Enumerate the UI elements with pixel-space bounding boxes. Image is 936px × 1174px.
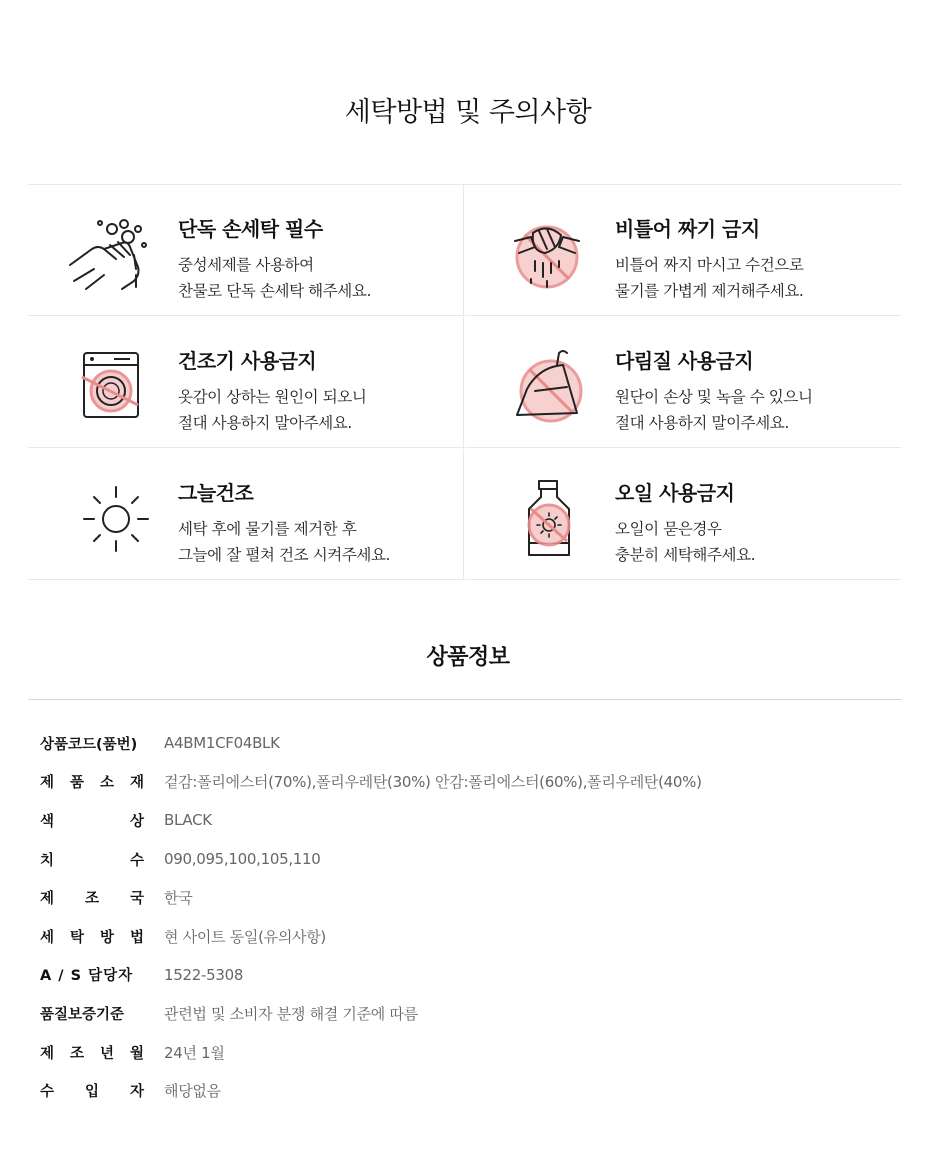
info-label: A / S 담당자: [40, 968, 134, 985]
care-title: 세탁방법 및 주의사항: [344, 97, 592, 128]
care-item-no-wring: [465, 185, 901, 316]
info-divider: [28, 699, 902, 700]
info-value: 한국: [164, 889, 193, 908]
info-row: [40, 994, 900, 1033]
hand-wash-icon: [64, 215, 156, 295]
info-row: [40, 801, 900, 840]
info-label-char: 년: [99, 1045, 114, 1062]
info-value: 090,095,100,105,110: [164, 850, 321, 869]
info-row: [40, 956, 900, 995]
info-label-char: 조: [69, 1045, 84, 1062]
info-row: [40, 1033, 900, 1072]
info-value: 현 사이트 동일(유의사항): [164, 927, 326, 946]
care-item-title: 그늘건조: [178, 481, 254, 505]
info-label-char: 세: [40, 929, 55, 946]
info-label-char: 품: [69, 775, 84, 792]
info-label-char: 제: [40, 775, 55, 792]
info-value: 해당없음: [164, 1082, 221, 1101]
shade-dry-icon: [64, 479, 156, 559]
info-label-char: 입: [84, 1084, 99, 1101]
care-item-line2: 절대 사용하지 말아주세요.: [178, 414, 352, 432]
info-label: 상품코드(품번): [40, 736, 138, 753]
care-item-title: 비틀어 짜기 금지: [615, 217, 760, 241]
info-value: 겉감:폴리에스터(70%),폴리우레탄(30%) 안감:폴리에스터(60%),폴리우레탄(40%): [164, 773, 702, 792]
care-grid: [28, 184, 902, 581]
no-oil-icon: [501, 479, 593, 559]
info-label-char: 소: [99, 775, 114, 792]
info-label: [40, 849, 144, 870]
care-item-no-oil: [465, 449, 901, 580]
info-label-char: 수: [129, 852, 144, 869]
care-item-line2: 찬물로 단독 손세탁 해주세요.: [178, 282, 371, 300]
info-label: [40, 771, 144, 792]
info-label-char: 국: [129, 891, 144, 908]
care-item-no-dryer: [28, 317, 464, 448]
info-label: [40, 1042, 144, 1063]
care-item-shade-dry: [28, 449, 464, 580]
info-label-char: 법: [129, 929, 144, 946]
info-label: [40, 926, 144, 947]
info-value: 1522-5308: [164, 965, 244, 984]
info-label: [40, 1080, 144, 1101]
care-item-title: 건조기 사용금지: [178, 349, 317, 373]
no-wring-icon: [501, 215, 593, 295]
info-label-char: 제: [40, 891, 55, 908]
care-item-hand-wash: [28, 185, 464, 316]
info-label-char: 제: [40, 1045, 55, 1062]
info-label-char: 재: [129, 775, 144, 792]
no-iron-icon: [501, 347, 593, 427]
info-row: [40, 878, 900, 917]
care-item-title: 다림질 사용금지: [615, 349, 754, 373]
care-item-no-iron: [465, 317, 901, 448]
care-item-line2: 물기를 가볍게 제거해주세요.: [615, 282, 804, 300]
care-item-line1: 중성세제를 사용하여: [178, 256, 314, 274]
info-value: A4BM1CF04BLK: [164, 734, 280, 753]
care-item-line1: 원단이 손상 및 녹을 수 있으니: [615, 388, 813, 406]
info-label: [40, 810, 144, 831]
info-value: 관련법 및 소비자 분쟁 해결 기준에 따름: [164, 1004, 418, 1023]
care-item-line1: 세탁 후에 물기를 제거한 후: [178, 520, 357, 538]
info-value: BLACK: [164, 811, 212, 830]
info-value: 24년 1월: [164, 1043, 225, 1062]
info-label-char: 조: [84, 891, 99, 908]
info-row: [40, 724, 900, 763]
info-label-char: 탁: [69, 929, 84, 946]
info-label-char: 월: [129, 1045, 144, 1062]
info-label-char: 방: [99, 929, 114, 946]
care-item-title: 오일 사용금지: [615, 481, 735, 505]
care-item-line2: 그늘에 잘 펼쳐 건조 시켜주세요.: [178, 546, 391, 564]
info-row: [40, 1071, 900, 1110]
care-item-title: 단독 손세탁 필수: [178, 217, 323, 241]
care-item-line1: 오일이 묻은경우: [615, 520, 722, 538]
info-label-char: 자: [129, 1084, 144, 1101]
info-label: 품질보증기준: [40, 1006, 125, 1023]
info-row: [40, 917, 900, 956]
no-dryer-icon: [64, 347, 156, 427]
care-item-line1: 옷감이 상하는 원인이 되오니: [178, 388, 367, 406]
info-label-char: 치: [40, 852, 55, 869]
info-table: [40, 724, 900, 1110]
info-row: [40, 840, 900, 879]
care-item-line1: 비틀어 짜지 마시고 수건으로: [615, 256, 804, 274]
info-title: 상품정보: [426, 645, 510, 670]
info-label-char: 수: [40, 1084, 55, 1101]
info-row: [40, 763, 900, 802]
care-item-line2: 절대 사용하지 말이주세요.: [615, 414, 789, 432]
care-item-line2: 충분히 세탁해주세요.: [615, 546, 756, 564]
info-label-char: 색: [40, 813, 55, 830]
info-label: [40, 887, 144, 908]
info-label-char: 상: [129, 813, 144, 830]
